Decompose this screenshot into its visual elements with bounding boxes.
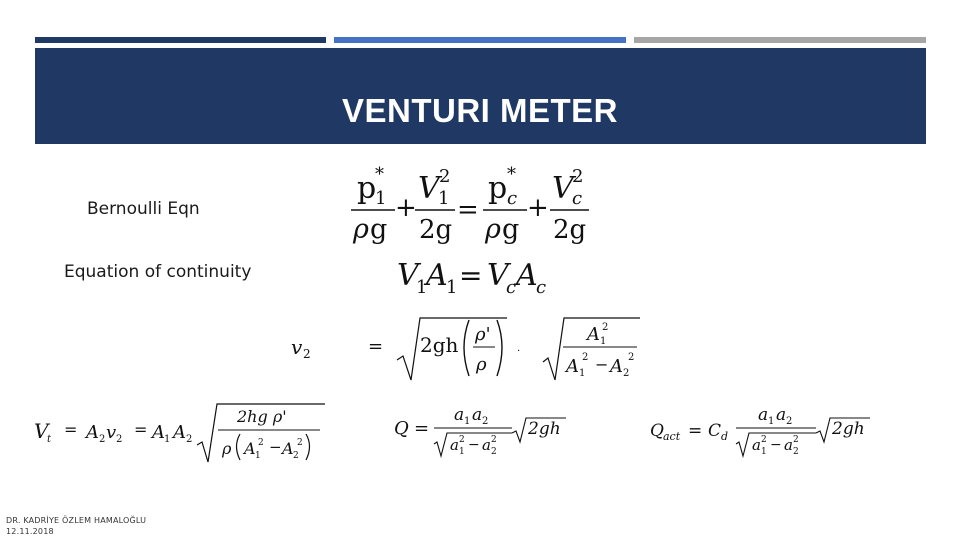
svg-text:=: = <box>64 420 78 439</box>
svg-text:A: A <box>173 422 186 443</box>
svg-text:c: c <box>536 277 547 298</box>
svg-text:V: V <box>397 258 419 293</box>
bernoulli-label: Bernoulli Eqn <box>87 199 200 219</box>
q-equation <box>390 400 580 465</box>
svg-text:A: A <box>244 439 256 458</box>
svg-text:A: A <box>86 422 99 443</box>
continuity-label: Equation of continuity <box>64 262 252 282</box>
svg-text:2: 2 <box>258 438 264 448</box>
svg-text:2: 2 <box>99 434 106 445</box>
svg-text:2: 2 <box>491 435 497 445</box>
svg-text:=: = <box>414 418 430 439</box>
svg-text:1: 1 <box>459 447 465 457</box>
svg-text:a: a <box>482 436 491 454</box>
svg-text:c: c <box>506 277 517 298</box>
svg-text:a: a <box>454 405 465 425</box>
svg-text:act: act <box>663 430 681 443</box>
svg-text:a: a <box>758 405 769 425</box>
svg-text:t: t <box>47 434 52 445</box>
svg-text:2: 2 <box>572 166 584 187</box>
svg-text:V: V <box>487 258 509 293</box>
bernoulli-equation <box>345 160 595 245</box>
svg-text:1: 1 <box>438 188 450 209</box>
svg-text:2: 2 <box>491 447 497 457</box>
footer-author: DR. KADRİYE ÖZLEM HAMALOĞLU <box>6 516 147 525</box>
svg-text:2: 2 <box>116 434 123 445</box>
svg-text:p: p <box>488 171 508 206</box>
svg-text:d: d <box>721 430 729 443</box>
svg-text:2: 2 <box>293 451 299 461</box>
svg-text:2: 2 <box>297 438 303 448</box>
svg-text:1: 1 <box>464 416 471 427</box>
svg-text:2: 2 <box>793 447 799 457</box>
svg-text:2: 2 <box>582 352 589 363</box>
svg-text:−: − <box>269 438 282 456</box>
svg-text:A: A <box>516 258 538 293</box>
svg-text:2: 2 <box>303 347 311 361</box>
qact-equation <box>648 400 873 465</box>
svg-text:g: g <box>502 214 520 245</box>
svg-text:2: 2 <box>786 416 793 427</box>
svg-text:1: 1 <box>761 447 767 457</box>
svg-text:=: = <box>459 259 483 292</box>
svg-text:1: 1 <box>164 434 171 445</box>
svg-text:A: A <box>587 324 600 345</box>
svg-text:*: * <box>375 164 384 185</box>
v2-equation <box>285 310 645 385</box>
svg-text:V: V <box>418 171 440 206</box>
v1-equation <box>30 400 330 470</box>
svg-text:+: + <box>395 193 417 223</box>
svg-text:2g: 2g <box>419 215 453 245</box>
svg-text:1: 1 <box>416 277 428 298</box>
svg-text:2: 2 <box>793 435 799 445</box>
svg-text:1: 1 <box>579 368 586 379</box>
svg-text:*: * <box>507 164 516 185</box>
svg-text:Q: Q <box>650 421 664 441</box>
svg-text:V: V <box>552 171 574 206</box>
svg-text:·: · <box>517 346 521 357</box>
svg-text:1: 1 <box>255 451 261 461</box>
svg-text:2: 2 <box>439 166 451 187</box>
svg-text:2g: 2g <box>553 215 587 245</box>
svg-text:2: 2 <box>459 435 465 445</box>
svg-text:ρ': ρ' <box>475 324 491 345</box>
svg-text:2: 2 <box>761 435 767 445</box>
svg-text:c: c <box>572 188 583 209</box>
svg-text:=: = <box>688 421 703 441</box>
svg-text:=: = <box>134 420 148 439</box>
svg-text:A: A <box>152 422 165 443</box>
svg-text:A: A <box>566 356 579 377</box>
svg-text:+: + <box>527 193 549 223</box>
svg-text:ρ: ρ <box>485 214 501 245</box>
svg-text:2gh: 2gh <box>420 333 459 357</box>
svg-text:p: p <box>357 171 377 206</box>
svg-text:A: A <box>282 439 294 458</box>
svg-text:V: V <box>34 419 49 443</box>
svg-text:ρ: ρ <box>476 354 487 375</box>
svg-text:1: 1 <box>446 277 458 298</box>
svg-text:v: v <box>291 335 303 359</box>
svg-text:=: = <box>457 195 479 225</box>
svg-text:−: − <box>468 437 480 453</box>
svg-text:a: a <box>752 436 761 454</box>
svg-text:1: 1 <box>768 416 775 427</box>
svg-text:a: a <box>784 436 793 454</box>
svg-text:Q: Q <box>394 418 409 439</box>
top-bar-secondary <box>334 37 626 43</box>
svg-text:1: 1 <box>375 188 387 209</box>
svg-text:v: v <box>106 422 117 443</box>
svg-text:−: − <box>595 355 609 374</box>
svg-text:c: c <box>507 188 518 209</box>
svg-text:a: a <box>450 436 459 454</box>
continuity-equation <box>395 255 565 300</box>
top-bar-tertiary <box>634 37 926 43</box>
svg-text:2: 2 <box>602 322 609 333</box>
svg-text:A: A <box>610 356 623 377</box>
svg-text:2gh: 2gh <box>528 419 561 439</box>
svg-text:1: 1 <box>600 336 607 347</box>
svg-text:2hg ρ': 2hg ρ' <box>237 407 287 426</box>
svg-text:C: C <box>708 421 722 441</box>
svg-text:A: A <box>426 258 448 293</box>
svg-text:2: 2 <box>623 368 630 379</box>
svg-text:a: a <box>776 405 787 425</box>
svg-text:g: g <box>370 214 388 245</box>
svg-text:2: 2 <box>482 416 489 427</box>
slide-title: VENTURI METER <box>341 92 618 129</box>
svg-text:ρ: ρ <box>353 214 369 245</box>
svg-text:2: 2 <box>628 352 635 363</box>
svg-text:ρ: ρ <box>222 439 232 458</box>
footer-date: 12.11.2018 <box>6 527 54 536</box>
svg-text:=: = <box>368 336 384 357</box>
svg-text:−: − <box>770 437 782 453</box>
svg-text:2gh: 2gh <box>832 419 865 439</box>
top-bar-primary <box>35 37 326 43</box>
svg-text:2: 2 <box>186 434 193 445</box>
svg-text:a: a <box>472 405 483 425</box>
